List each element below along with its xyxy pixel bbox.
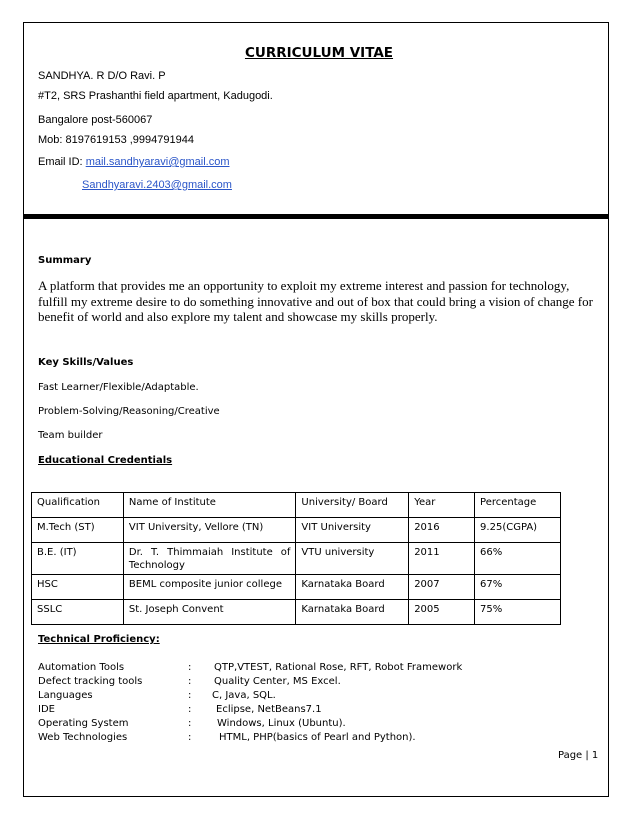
table-cell: BEML composite junior college	[123, 575, 296, 600]
table-cell: 66%	[475, 543, 561, 575]
contact-name: SANDHYA. R D/O Ravi. P	[38, 70, 166, 82]
contact-address-line-2: Bangalore post-560067	[38, 114, 153, 126]
skill-item: Fast Learner/Flexible/Adaptable.	[38, 382, 199, 393]
tech-row	[38, 704, 598, 718]
document-title: CURRICULUM VITAE	[244, 45, 394, 61]
education-table	[31, 492, 561, 625]
tech-value: C, Java, SQL.	[212, 690, 276, 701]
table-cell: Dr. T. Thimmaiah Institute of Technology	[123, 543, 296, 575]
tech-value: Quality Center, MS Excel.	[214, 676, 341, 687]
tech-separator: :	[188, 718, 192, 729]
table-header-row	[32, 493, 561, 518]
email-label: Email ID:	[38, 156, 86, 168]
page-number: Page | 1	[558, 750, 599, 761]
tech-row	[38, 718, 598, 732]
table-row	[32, 543, 561, 575]
table-cell: B.E. (IT)	[32, 543, 124, 575]
tech-value: Windows, Linux (Ubuntu).	[217, 718, 346, 729]
table-cell: VIT University, Vellore (TN)	[123, 518, 296, 543]
table-row	[32, 518, 561, 543]
tech-label: Defect tracking tools	[38, 676, 143, 687]
skills-heading: Key Skills/Values	[38, 357, 134, 368]
tech-value: HTML, PHP(basics of Pearl and Python).	[219, 732, 416, 743]
summary-text: A platform that provides me an opportunity to exploit my extreme interest and passion for technology, fulfill my extreme desire to do something innovative and out of box that could bring a vision of change for benefit of world and also explore my talent and showcase my skills properly.	[38, 278, 593, 324]
table-row	[32, 600, 561, 625]
header-divider	[23, 214, 609, 219]
tech-separator: :	[188, 676, 192, 687]
skill-item: Team builder	[38, 430, 103, 441]
table-cell: Karnataka Board	[296, 600, 409, 625]
tech-label: Languages	[38, 690, 93, 701]
table-cell: SSLC	[32, 600, 124, 625]
contact-mobile: Mob: 8197619153 ,9994791944	[38, 134, 194, 146]
tech-separator: :	[188, 662, 192, 673]
skill-item: Problem-Solving/Reasoning/Creative	[38, 406, 220, 417]
column-header: Name of Institute	[123, 493, 296, 518]
tech-row	[38, 690, 598, 704]
tech-label: IDE	[38, 704, 55, 715]
education-heading: Educational Credentials	[38, 455, 173, 466]
column-header: Percentage	[475, 493, 561, 518]
table-cell: St. Joseph Convent	[123, 600, 296, 625]
technical-heading: Technical Proficiency:	[38, 634, 160, 645]
tech-separator: :	[188, 690, 192, 701]
table-cell: 2005	[409, 600, 475, 625]
contact-email-row	[38, 156, 230, 168]
table-cell: HSC	[32, 575, 124, 600]
tech-label: Automation Tools	[38, 662, 125, 673]
column-header: Year	[409, 493, 475, 518]
tech-separator: :	[188, 732, 192, 743]
table-cell: 2007	[409, 575, 475, 600]
tech-label: Web Technologies	[38, 732, 128, 743]
table-row	[32, 575, 561, 600]
table-cell: 2016	[409, 518, 475, 543]
table-cell: VIT University	[296, 518, 409, 543]
column-header: University/ Board	[296, 493, 409, 518]
summary-heading: Summary	[38, 255, 92, 266]
table-cell: M.Tech (ST)	[32, 518, 124, 543]
tech-value: QTP,VTEST, Rational Rose, RFT, Robot Framework	[214, 662, 463, 673]
email-link-secondary[interactable]: Sandhyaravi.2403@gmail.com	[82, 179, 232, 191]
table-cell: 9.25(CGPA)	[475, 518, 561, 543]
tech-row	[38, 662, 598, 676]
email-link-primary[interactable]: mail.sandhyaravi@gmail.com	[85, 156, 230, 168]
column-header: Qualification	[32, 493, 124, 518]
table-cell: 75%	[475, 600, 561, 625]
table-cell: 67%	[475, 575, 561, 600]
tech-value: Eclipse, NetBeans7.1	[216, 704, 322, 715]
tech-row	[38, 676, 598, 690]
table-cell: 2011	[409, 543, 475, 575]
tech-label: Operating System	[38, 718, 129, 729]
table-cell: VTU university	[296, 543, 409, 575]
table-cell: Karnataka Board	[296, 575, 409, 600]
tech-row	[38, 732, 598, 746]
contact-address-line-1: #T2, SRS Prashanthi field apartment, Kadugodi.	[38, 90, 273, 102]
tech-separator: :	[188, 704, 192, 715]
